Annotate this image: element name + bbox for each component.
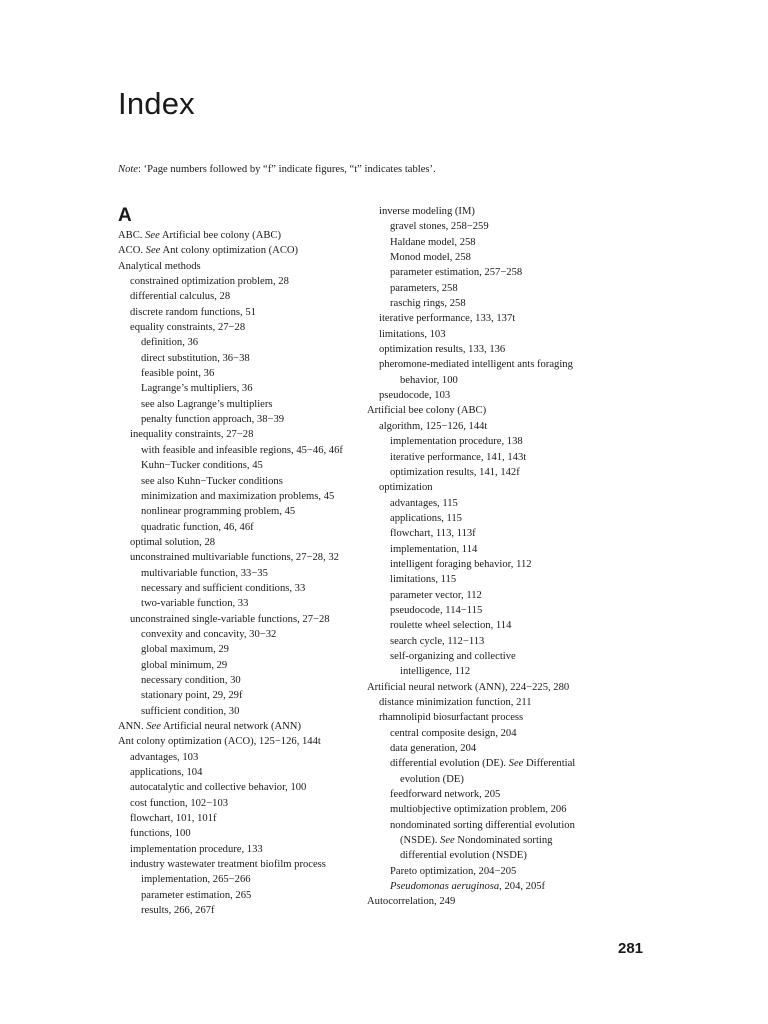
index-entry (118, 443, 363, 458)
index-entry (118, 872, 363, 887)
index-entry-text: with feasible and infeasible regions, 45−46, 46f (141, 444, 343, 456)
index-entry (367, 235, 632, 250)
index-entry (367, 664, 632, 679)
index-entry-text: see also Kuhn−Tucker conditions (141, 475, 283, 487)
index-entry-text: raschig rings, 258 (390, 298, 466, 310)
index-entry-text: global minimum, 29 (141, 659, 228, 671)
index-entry-text: optimization results, 141, 142f (390, 466, 520, 478)
index-entry (118, 750, 363, 765)
index-entry (367, 741, 632, 756)
index-entry (367, 311, 632, 326)
index-entry (367, 373, 632, 388)
index-entry-text: optimization results, 133, 136 (379, 344, 506, 356)
index-entry-text: applications, 104 (130, 767, 203, 779)
note-text: : ‘Page numbers followed by “f” indicate figures, “t” indicates tables’. (138, 164, 436, 175)
index-entry-text: Differential (523, 758, 576, 770)
index-note (118, 164, 436, 175)
index-entry-text: applications, 115 (390, 512, 462, 524)
index-entry (118, 719, 363, 734)
index-entry (367, 634, 632, 649)
index-entry (118, 658, 363, 673)
index-entry-text: central composite design, 204 (390, 727, 517, 739)
index-entry-text: sufficient condition, 30 (141, 705, 240, 717)
index-entry-text: differential calculus, 28 (130, 291, 231, 303)
index-entry (367, 450, 632, 465)
index-entry (118, 734, 363, 749)
index-entry-text: pseudocode, 103 (379, 390, 451, 402)
index-entry (367, 726, 632, 741)
index-entry-text: self-organizing and collective (390, 650, 516, 662)
index-entry (118, 412, 363, 427)
index-entry (367, 879, 632, 894)
index-entry (118, 504, 363, 519)
index-entry-text: direct substitution, 36−38 (141, 352, 250, 364)
index-entry (118, 351, 363, 366)
index-entry-text: implementation procedure, 138 (390, 436, 523, 448)
index-entry (118, 381, 363, 396)
index-entry-text: parameters, 258 (390, 282, 458, 294)
index-entry-text: advantages, 103 (130, 751, 199, 763)
index-entry-text: gravel stones, 258−259 (390, 221, 489, 233)
index-entry-text: definition, 36 (141, 337, 199, 349)
index-entry-text: data generation, 204 (390, 743, 477, 755)
index-entry (367, 465, 632, 480)
index-entry (118, 673, 363, 688)
right-entries (367, 204, 632, 910)
index-entry-text: two-variable function, 33 (141, 598, 249, 610)
index-entry (367, 710, 632, 725)
index-entry-text: differential evolution (DE). (390, 758, 509, 770)
index-entry-text: See (145, 245, 161, 257)
index-entry-text: flowchart, 101, 101f (130, 813, 217, 825)
index-entry (367, 772, 632, 787)
index-column-right (367, 204, 632, 910)
index-entry-text: Pareto optimization, 204−205 (390, 865, 517, 877)
index-entry (367, 557, 632, 572)
index-entry (367, 787, 632, 802)
index-entry-text: multivariable function, 33−35 (141, 567, 268, 579)
index-entry (118, 857, 363, 872)
index-entry (118, 259, 363, 274)
index-entry-text: industry wastewater treatment biofilm process (130, 859, 326, 871)
index-entry (367, 434, 632, 449)
index-entry-text: functions, 100 (130, 828, 191, 840)
index-entry-text: parameter vector, 112 (390, 589, 482, 601)
index-entry-text: (NSDE). (400, 835, 441, 847)
index-entry (118, 842, 363, 857)
index-entry-text: See (145, 230, 160, 241)
index-entry-text: stationary point, 29, 29f (141, 690, 243, 702)
index-entry (118, 274, 363, 289)
index-entry-text: constrained optimization problem, 28 (130, 276, 289, 288)
index-entry (367, 327, 632, 342)
index-entry-text: necessary and sufficient conditions, 33 (141, 582, 306, 594)
index-entry (118, 550, 363, 565)
index-entry (118, 489, 363, 504)
index-entry-text: quadratic function, 46, 46f (141, 521, 254, 533)
index-entry (367, 480, 632, 495)
index-entry-text: limitations, 115 (390, 574, 457, 586)
index-entry-text: Pseudomonas aeruginosa (390, 881, 500, 893)
index-entry-text: ABC. (118, 230, 146, 241)
left-entries (118, 228, 363, 918)
index-entry-text: parameter estimation, 265 (141, 889, 252, 901)
index-entry-text: inverse modeling (IM) (379, 206, 475, 217)
index-entry (118, 581, 363, 596)
index-entry-text: pseudocode, 114−115 (390, 604, 483, 616)
index-entry-text: unconstrained single-variable functions, 27−28 (130, 613, 330, 625)
index-entry-text: Artificial neural network (ANN) (160, 721, 301, 732)
index-entry (367, 756, 632, 771)
index-entry-text: discrete random functions, 51 (130, 306, 256, 318)
index-entry (118, 520, 363, 535)
index-entry (367, 204, 632, 219)
index-entry-text: iterative performance, 133, 137t (379, 313, 516, 325)
index-entry-text: Artificial neural network (ANN), 224−225, 280 (367, 681, 570, 693)
index-entry (118, 366, 363, 381)
index-entry (118, 612, 363, 627)
index-entry (367, 680, 632, 695)
index-entry-text: feasible point, 36 (141, 368, 215, 380)
index-entry-text: parameter estimation, 257−258 (390, 267, 523, 279)
index-entry (118, 796, 363, 811)
index-entry (367, 357, 632, 372)
index-entry (118, 903, 363, 918)
index-entry-text: distance minimization function, 211 (379, 697, 532, 708)
index-entry (118, 765, 363, 780)
index-entry (118, 305, 363, 320)
index-entry (367, 802, 632, 817)
index-entry-text: limitations, 103 (379, 328, 446, 340)
index-entry (367, 618, 632, 633)
index-entry-text: See (440, 835, 455, 847)
index-entry-text: advantages, 115 (390, 497, 458, 509)
index-entry (118, 826, 363, 841)
index-entry (367, 695, 632, 710)
index-entry (118, 780, 363, 795)
index-entry (118, 335, 363, 350)
index-entry-text: Monod model, 258 (390, 252, 471, 264)
index-entry (118, 474, 363, 489)
section-letter: A (118, 205, 132, 226)
index-entry-text: minimization and maximization problems, 45 (141, 490, 335, 502)
index-entry-text: Artificial bee colony (ABC) (367, 405, 487, 417)
index-entry-text: implementation, 265−266 (141, 874, 251, 886)
index-entry-text: See (146, 721, 161, 732)
index-entry-text: differential evolution (NSDE) (400, 850, 527, 862)
index-entry-text: Autocorrelation, 249 (367, 896, 456, 908)
index-entry-text: Ant colony optimization (ACO) (160, 245, 299, 257)
index-entry (118, 566, 363, 581)
index-entry-text: iterative performance, 141, 143t (390, 451, 527, 463)
index-entry-text: Haldane model, 258 (390, 236, 476, 248)
index-entry (367, 511, 632, 526)
page-number: 281 (618, 940, 644, 957)
index-entry (367, 833, 632, 848)
index-entry (367, 894, 632, 909)
index-entry (367, 496, 632, 511)
index-entry-text: search cycle, 112−113 (390, 635, 485, 647)
index-entry-text: nonlinear programming problem, 45 (141, 506, 296, 518)
index-entry-text: optimization (379, 482, 433, 494)
index-entry (118, 627, 363, 642)
index-entry-text: Ant colony optimization (ACO), 125−126, 144t (118, 736, 321, 748)
index-entry-text: flowchart, 113, 113f (390, 528, 476, 540)
index-entry-text: Nondominated sorting (454, 835, 553, 847)
index-entry-text: equality constraints, 27−28 (130, 322, 246, 334)
index-entry (367, 572, 632, 587)
index-entry (367, 265, 632, 280)
index-entry (367, 281, 632, 296)
index-entry (367, 649, 632, 664)
index-entry (367, 603, 632, 618)
index-entry-text: See (508, 758, 524, 770)
index-entry (118, 320, 363, 335)
index-entry-text: multiobjective optimization problem, 206 (390, 804, 567, 816)
index-entry-text: ANN. (118, 721, 147, 732)
index-entry (367, 219, 632, 234)
index-entry-text: results, 266, 267f (141, 905, 215, 917)
index-entry (367, 848, 632, 863)
index-entry (118, 243, 363, 258)
index-entry (367, 403, 632, 418)
index-entry (367, 419, 632, 434)
index-entry (118, 228, 363, 243)
index-entry-text: autocatalytic and collective behavior, 100 (130, 782, 307, 794)
index-entry-text: global maximum, 29 (141, 644, 229, 656)
index-entry-text: , 204, 205f (499, 881, 546, 893)
index-entry-text: rhamnolipid biosurfactant process (379, 712, 524, 724)
index-entry (118, 397, 363, 412)
index-entry (118, 535, 363, 550)
index-entry-text: pheromone-mediated intelligent ants foraging (379, 359, 573, 371)
index-entry (367, 542, 632, 557)
note-label: Note (118, 164, 139, 175)
index-entry-text: algorithm, 125−126, 144t (379, 420, 488, 432)
index-entry (118, 811, 363, 826)
index-entry (118, 888, 363, 903)
index-entry (367, 250, 632, 265)
index-entry (367, 342, 632, 357)
index-entry (118, 427, 363, 442)
index-entry (118, 458, 363, 473)
index-entry-text: see also Lagrange’s multipliers (141, 398, 273, 410)
index-entry-text: convexity and concavity, 30−32 (141, 628, 277, 640)
index-entry-text: cost function, 102−103 (130, 797, 229, 809)
index-entry-text: implementation procedure, 133 (130, 843, 263, 855)
index-entry (367, 588, 632, 603)
index-entry (367, 526, 632, 541)
index-entry-text: roulette wheel selection, 114 (390, 620, 512, 632)
index-entry-text: optimal solution, 28 (130, 536, 216, 548)
index-entry-text: behavior, 100 (400, 374, 458, 386)
index-entry-text: intelligence, 112 (400, 666, 471, 678)
index-entry-text: Artificial bee colony (ABC) (159, 230, 282, 241)
index-entry-text: nondominated sorting differential evolution (390, 819, 575, 831)
index-entry-text: Kuhn−Tucker conditions, 45 (141, 460, 263, 472)
index-entry-text: evolution (DE) (400, 773, 464, 785)
index-entry (118, 289, 363, 304)
index-entry-text: necessary condition, 30 (141, 674, 241, 686)
index-entry (118, 688, 363, 703)
index-entry (367, 388, 632, 403)
index-entry (367, 296, 632, 311)
index-entry (118, 596, 363, 611)
index-entry-text: unconstrained multivariable functions, 27−28, 32 (130, 552, 339, 564)
index-entry (118, 642, 363, 657)
index-entry (367, 818, 632, 833)
index-entry-text: implementation, 114 (390, 543, 478, 555)
index-entry-text: intelligent foraging behavior, 112 (390, 558, 532, 570)
index-entry (367, 864, 632, 879)
index-column-left (118, 204, 363, 918)
index-entry-text: Lagrange’s multipliers, 36 (141, 383, 253, 395)
index-entry-text: inequality constraints, 27−28 (130, 429, 254, 441)
page-title: Index (118, 86, 195, 121)
index-entry-text: ACO. (118, 245, 146, 257)
index-entry-text: feedforward network, 205 (390, 789, 501, 801)
index-entry (118, 704, 363, 719)
index-entry-text: penalty function approach, 38−39 (141, 414, 285, 426)
index-entry-text: Analytical methods (118, 260, 201, 272)
